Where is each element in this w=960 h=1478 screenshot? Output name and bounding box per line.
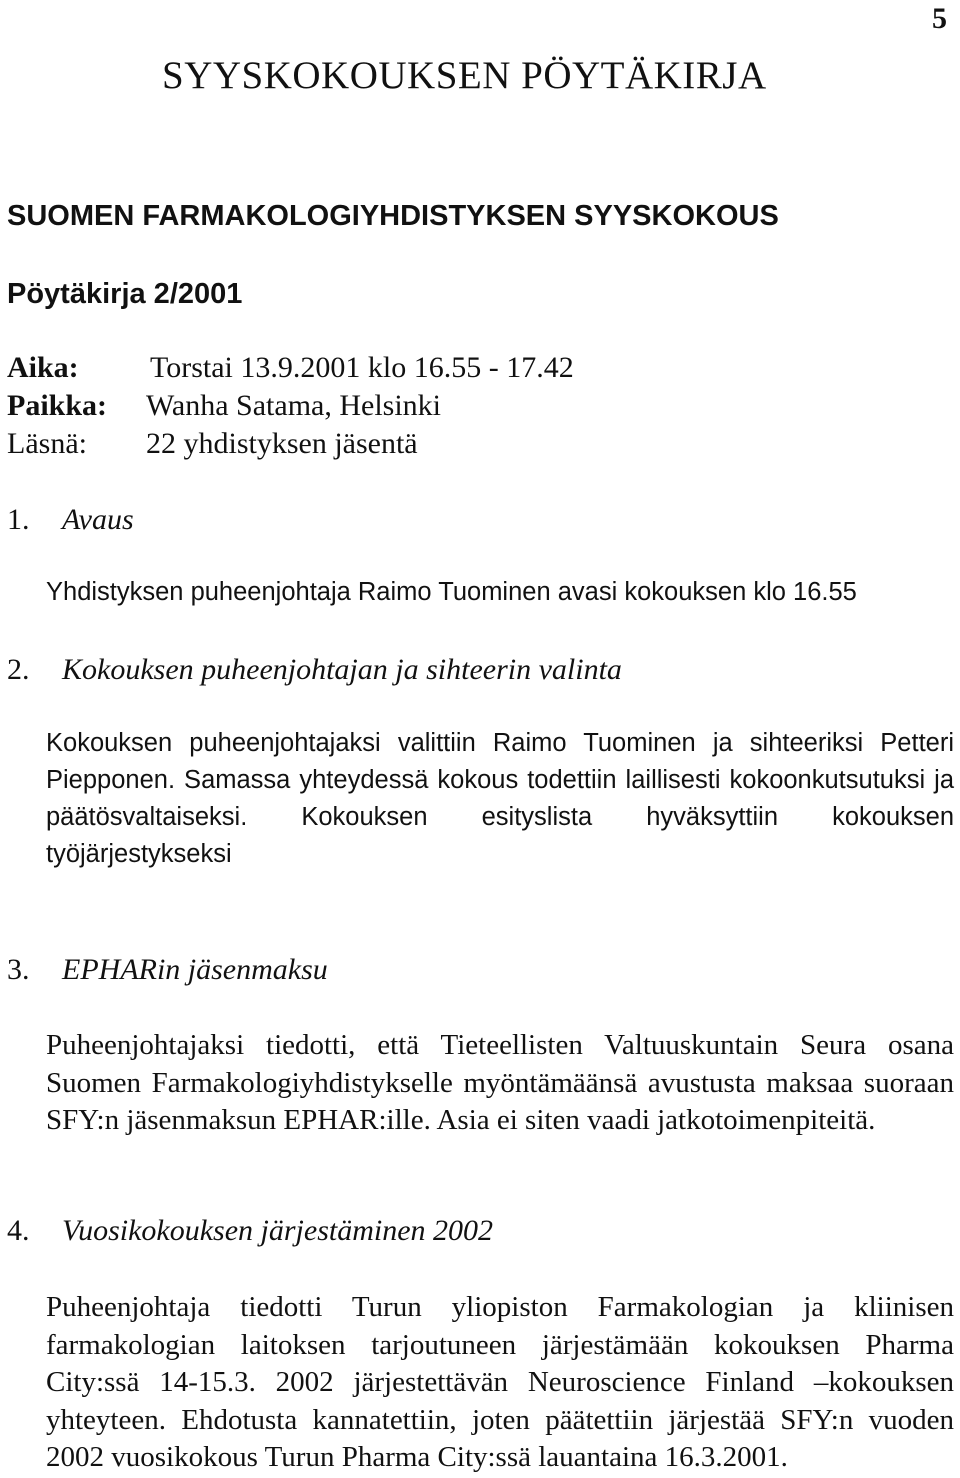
item-title: Vuosikokouksen järjestäminen 2002: [62, 1214, 494, 1247]
item-number: 4.: [7, 1214, 30, 1247]
minutes-id: Pöytäkirja 2/2001: [7, 278, 243, 310]
item-text: Puheenjohtajaksi tiedotti, että Tieteellisten Valtuuskuntain Seura osana Suomen Farmakologiyhdistykselle myöntämäänsä avustusta maksaa suoraan SFY:n jäsenmaksun EPHAR:ille. Asia ei siten vaadi jatkotoimenpiteitä.: [46, 1029, 954, 1136]
meta-value-place: Wanha Satama, Helsinki: [146, 389, 442, 422]
item-number: 2.: [7, 653, 30, 686]
item-number: 1.: [7, 503, 30, 536]
organization-heading: SUOMEN FARMAKOLOGIYHDISTYKSEN SYYSKOKOUS: [7, 200, 779, 232]
item-text: Puheenjohtaja tiedotti Turun yliopiston Farmakologian ja kliinisen farmakologian laitoksen tarjoutuneen järjestämään kokouksen Pharma City:ssä 14-15.3. 2002 järjestettävän Neuroscience Finland –kokouksen yhteyteen. Ehdotusta kannatettiin, joten päätettiin järjestää SFY:n vuoden 2002 vuosikokous Turun Pharma City:ssä lauantaina 16.3.2001.: [46, 1291, 954, 1473]
item-text: Kokouksen puheenjohtajaksi valittiin Raimo Tuominen ja sihteeriksi Petteri Piepponen. Samassa yhteydessä kokous todettiin laillisesti kokoonkutsutuksi ja päätösvaltaiseksi. Kokouksen esityslista hyväksyttiin kokouksen työjärjestykseksi: [46, 729, 954, 868]
meta-value-present: 22 yhdistyksen jäsentä: [146, 427, 418, 460]
meta-label-place: Paikka:: [7, 389, 108, 422]
meta-value-time: Torstai 13.9.2001 klo 16.55 - 17.42: [150, 351, 574, 384]
meta-label-present: Läsnä:: [7, 427, 87, 460]
item-number: 3.: [7, 953, 30, 986]
item-title: Avaus: [62, 503, 134, 536]
page-number: 5: [932, 2, 947, 35]
item-text: Yhdistyksen puheenjohtaja Raimo Tuominen avasi kokouksen klo 16.55: [46, 578, 857, 606]
item-title: EPHARin jäsenmaksu: [62, 953, 328, 986]
document-title: SYYSKOKOUKSEN PÖYTÄKIRJA: [162, 54, 767, 97]
item-title: Kokouksen puheenjohtajan ja sihteerin valinta: [62, 653, 622, 686]
meta-label-time: Aika:: [7, 351, 79, 384]
